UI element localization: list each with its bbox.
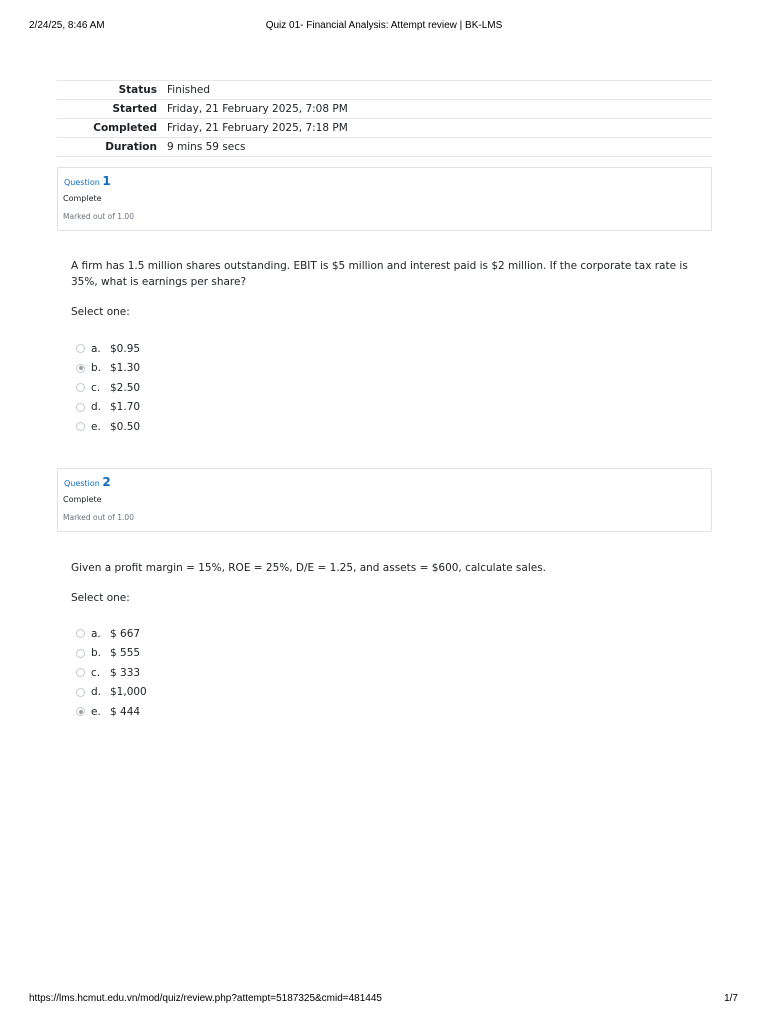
question-1-info xyxy=(57,167,712,231)
summary-row-duration xyxy=(57,138,712,157)
print-page-number: 1/7 xyxy=(724,993,738,1004)
question-number xyxy=(64,174,111,188)
question-1-prompt: Select one: xyxy=(71,306,130,318)
question-2-text: Given a profit margin = 15%, ROE = 25%, D/E = 1.25, and assets = $600, calculate sales. xyxy=(71,562,547,574)
question-number-value: 1 xyxy=(102,174,111,188)
answer-option-d[interactable] xyxy=(76,398,376,418)
answer-letter: e. xyxy=(91,705,101,718)
summary-label: Completed xyxy=(57,119,167,138)
question-2-info xyxy=(57,468,712,532)
question-2-answers xyxy=(76,624,376,722)
question-number-value: 2 xyxy=(102,475,111,489)
answer-option-c[interactable] xyxy=(76,663,376,683)
answer-option-c[interactable] xyxy=(76,378,376,398)
attempt-summary-table xyxy=(57,80,712,157)
answer-letter: a. xyxy=(91,627,101,640)
print-url: https://lms.hcmut.edu.vn/mod/quiz/review.php?attempt=5187325&cmid=481445 xyxy=(29,993,382,1004)
question-2-prompt: Select one: xyxy=(71,592,130,604)
summary-value: Finished xyxy=(167,81,712,100)
answer-text: $ 555 xyxy=(110,647,141,660)
radio-button-selected[interactable] xyxy=(76,364,85,373)
answer-text: $1.70 xyxy=(110,401,141,414)
question-grade: Marked out of 1.00 xyxy=(63,513,134,522)
question-state: Complete xyxy=(63,194,102,203)
radio-button[interactable] xyxy=(76,688,85,697)
summary-value: 9 mins 59 secs xyxy=(167,138,712,157)
summary-label: Status xyxy=(57,81,167,100)
question-state: Complete xyxy=(63,495,102,504)
answer-letter: e. xyxy=(91,420,101,433)
radio-button[interactable] xyxy=(76,629,85,638)
answer-letter: b. xyxy=(91,362,102,375)
answer-letter: c. xyxy=(91,381,101,394)
answer-letter: d. xyxy=(91,401,102,414)
answer-option-a[interactable] xyxy=(76,339,376,359)
answer-option-a[interactable] xyxy=(76,624,376,644)
print-header xyxy=(0,20,768,34)
answer-letter: a. xyxy=(91,342,101,355)
question-number xyxy=(64,475,111,489)
answer-option-d[interactable] xyxy=(76,683,376,703)
question-label: Question xyxy=(64,178,100,187)
answer-option-e[interactable] xyxy=(76,417,376,437)
radio-button-selected[interactable] xyxy=(76,707,85,716)
radio-button[interactable] xyxy=(76,344,85,353)
print-footer xyxy=(0,993,768,1007)
answer-text: $ 667 xyxy=(110,627,141,640)
summary-label: Duration xyxy=(57,138,167,157)
answer-text: $ 333 xyxy=(110,666,141,679)
summary-value: Friday, 21 February 2025, 7:18 PM xyxy=(167,119,712,138)
summary-row-started xyxy=(57,100,712,119)
radio-button[interactable] xyxy=(76,383,85,392)
print-page-title: Quiz 01- Financial Analysis: Attempt review | BK-LMS xyxy=(265,20,503,31)
answer-option-b[interactable] xyxy=(76,644,376,664)
question-1-text: A firm has 1.5 million shares outstanding. EBIT is $5 million and interest paid is $2 million. If the corporate tax rate is 35%, what is earnings per share? xyxy=(71,260,688,288)
answer-letter: c. xyxy=(91,666,101,679)
radio-button[interactable] xyxy=(76,403,85,412)
print-datetime: 2/24/25, 8:46 AM xyxy=(29,20,105,31)
answer-text: $0.50 xyxy=(110,420,141,433)
radio-button[interactable] xyxy=(76,422,85,431)
question-label: Question xyxy=(64,479,100,488)
answer-letter: b. xyxy=(91,647,102,660)
question-1-answers xyxy=(76,339,376,437)
summary-label: Started xyxy=(57,100,167,119)
answer-option-e[interactable] xyxy=(76,702,376,722)
answer-letter: d. xyxy=(91,686,102,699)
radio-button[interactable] xyxy=(76,649,85,658)
radio-button[interactable] xyxy=(76,668,85,677)
summary-row-completed xyxy=(57,119,712,138)
answer-text: $0.95 xyxy=(110,342,141,355)
answer-text: $1.30 xyxy=(110,362,141,375)
summary-value: Friday, 21 February 2025, 7:08 PM xyxy=(167,100,712,119)
answer-option-b[interactable] xyxy=(76,359,376,379)
question-grade: Marked out of 1.00 xyxy=(63,212,134,221)
answer-text: $1,000 xyxy=(110,686,147,699)
answer-text: $2.50 xyxy=(110,381,141,394)
answer-text: $ 444 xyxy=(110,705,141,718)
summary-row-status xyxy=(57,81,712,100)
